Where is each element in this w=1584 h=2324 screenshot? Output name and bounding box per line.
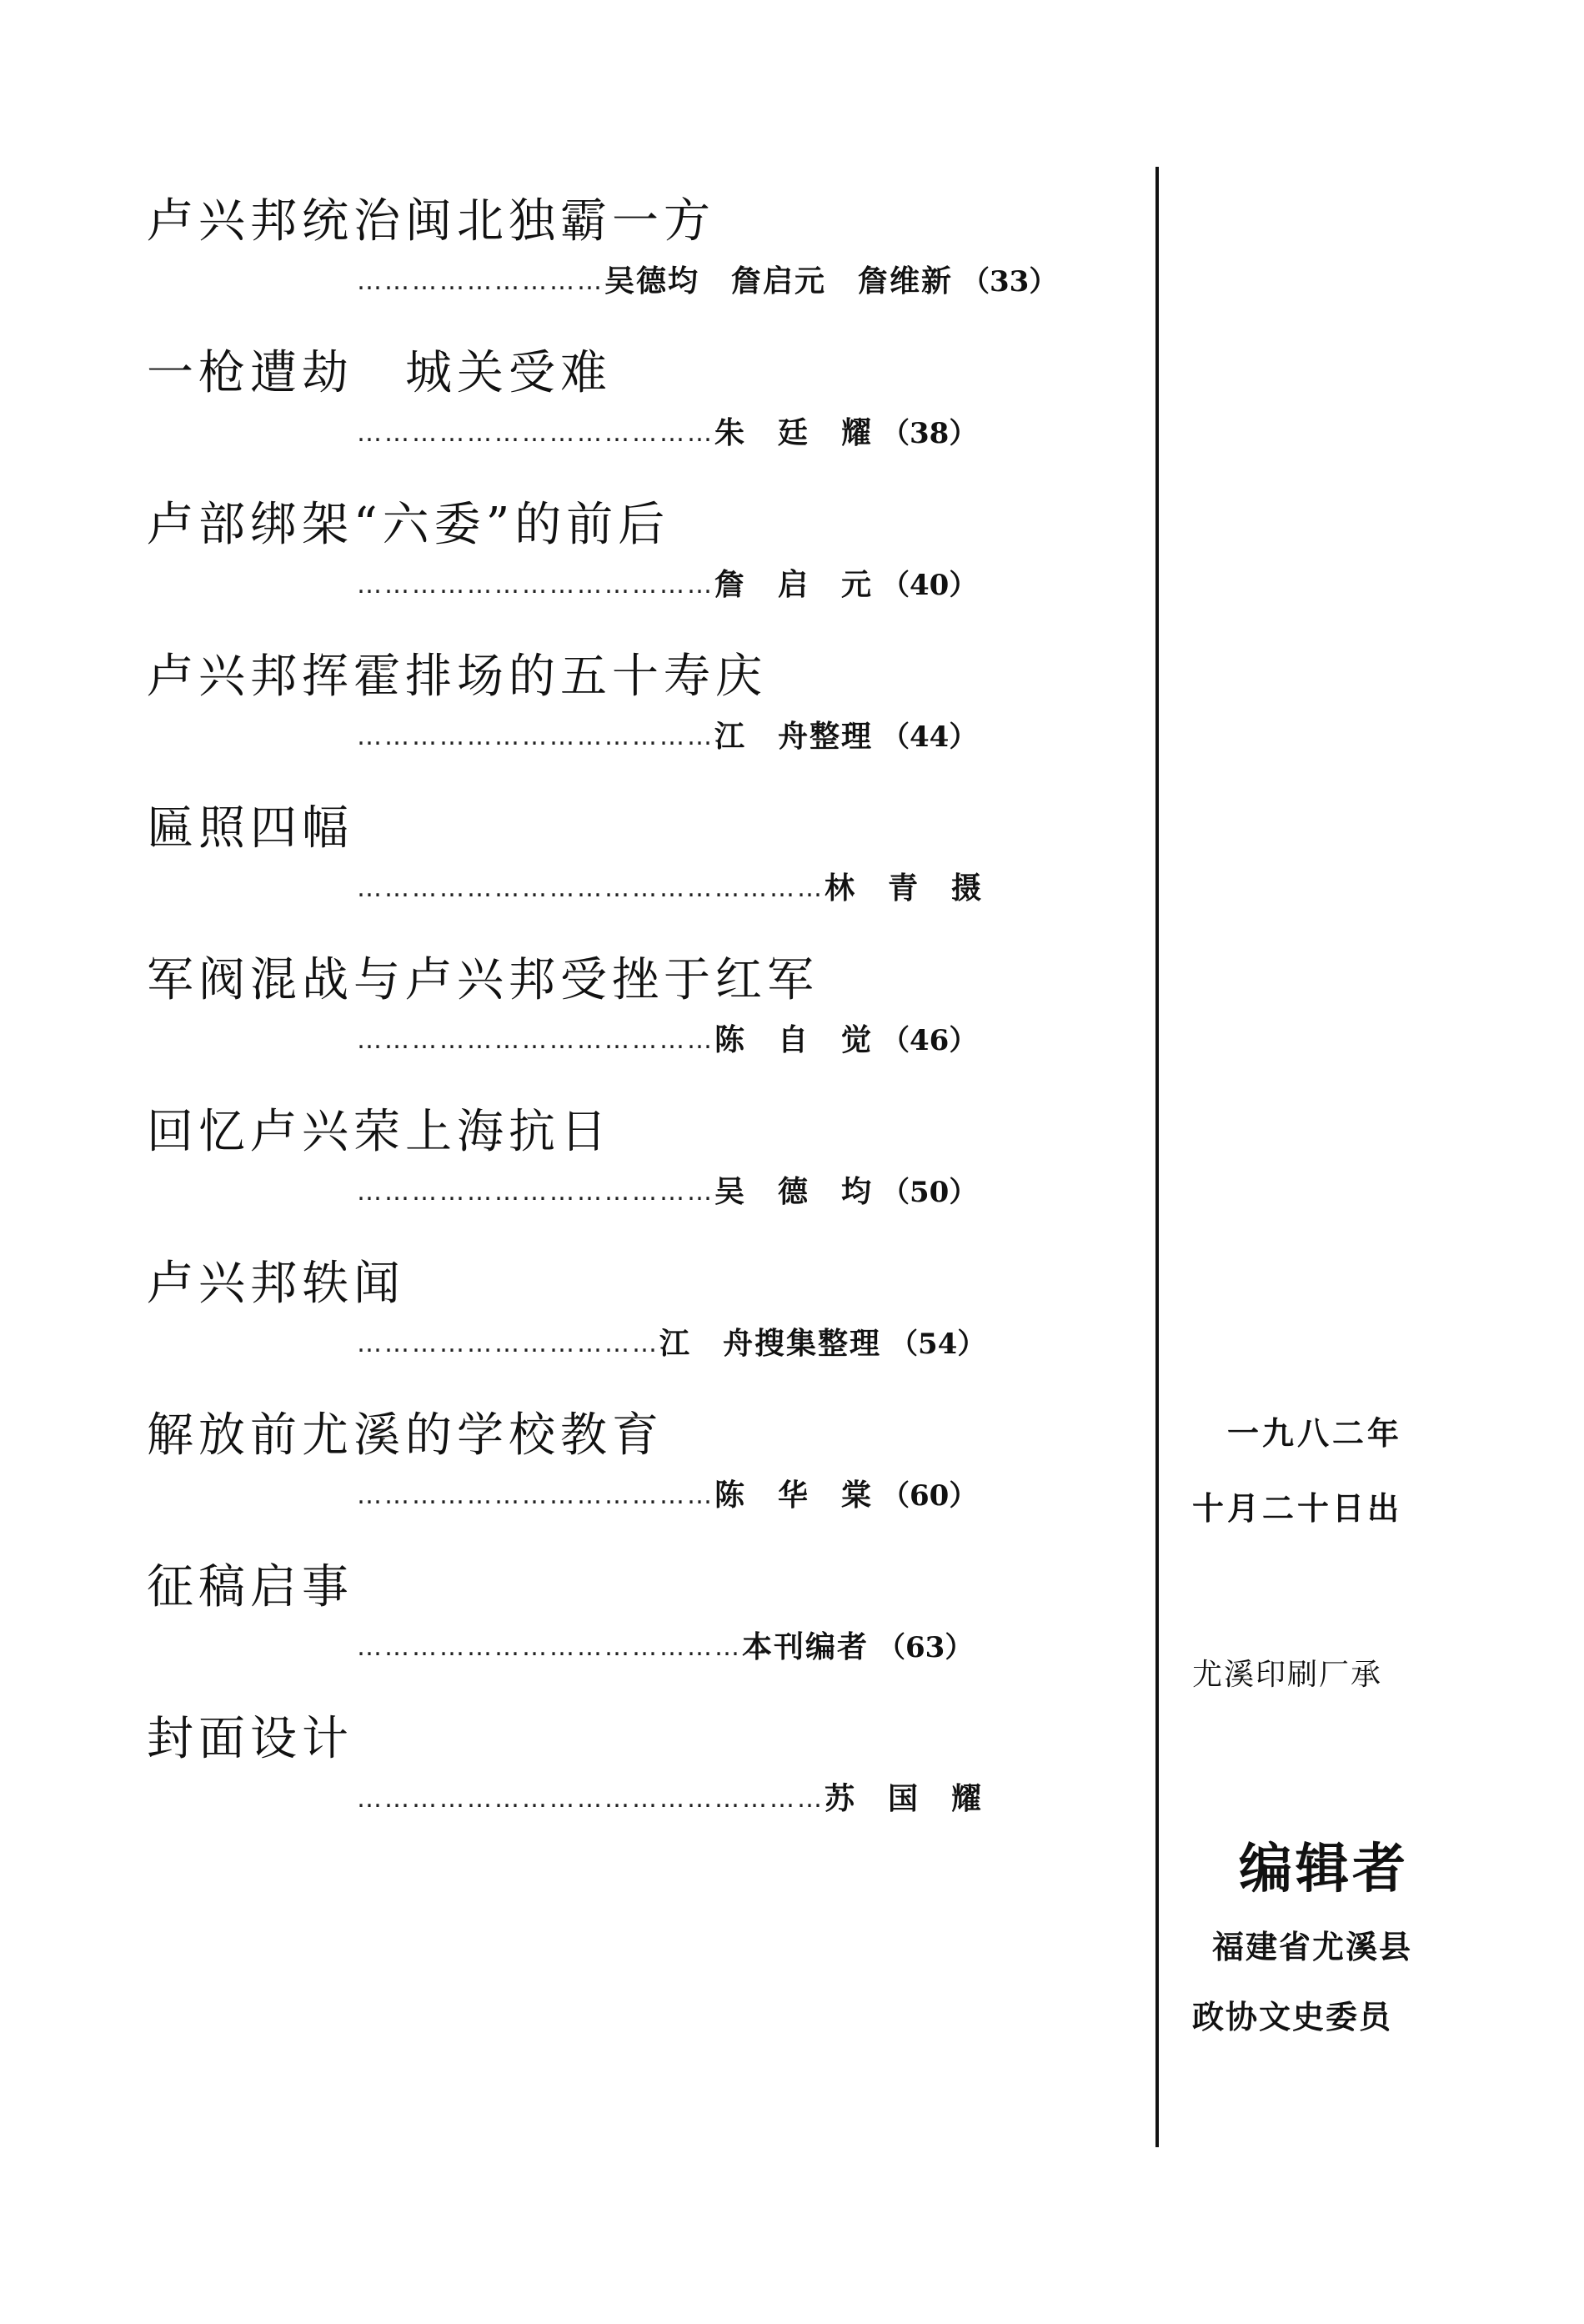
table-of-contents (147, 192, 1105, 1861)
toc-entry-title: 军阀混战与卢兴邦受挫于红军 (147, 953, 819, 1007)
editor-heading: 编辑者 (1239, 1838, 1409, 1900)
toc-entry (147, 1558, 1105, 1709)
toc-entry (147, 647, 1105, 799)
toc-entry-meta (357, 1779, 991, 1820)
toc-entry-author: 本刊编者 (742, 1630, 870, 1664)
toc-entry (147, 344, 1105, 495)
toc-entry-meta (357, 1021, 977, 1061)
toc-entry-title: 征稿启事 (147, 1560, 353, 1614)
toc-entry-author: 江 舟整理 (714, 720, 874, 754)
toc-entry-page: （60） (881, 1479, 978, 1513)
toc-entry (147, 1406, 1105, 1558)
toc-entry-title: 解放前尤溪的学校教育 (147, 1408, 664, 1463)
toc-entry-author: 陈 自 觉 (714, 1023, 874, 1057)
toc-entry-page: （38） (881, 417, 978, 450)
toc-entry (147, 1709, 1105, 1861)
toc-entry-title: 匾照四幅 (147, 801, 353, 856)
toc-entry-meta (357, 1172, 977, 1212)
colophon (1192, 0, 1584, 2324)
toc-entry-meta (357, 414, 977, 454)
toc-entry-meta (357, 1628, 973, 1668)
toc-entry-title: 封面设计 (147, 1712, 353, 1766)
toc-entry-meta (357, 1476, 977, 1516)
toc-entry-title: 回忆卢兴荣上海抗日 (147, 1105, 612, 1159)
printer-credit: 尤溪印刷厂承 (1192, 1658, 1383, 1692)
toc-entry (147, 495, 1105, 647)
toc-entry-page: （46） (881, 1024, 978, 1057)
toc-entry (147, 1254, 1105, 1406)
toc-entry-page: （44） (881, 720, 978, 754)
toc-dot-leader: ………………………………… (357, 722, 714, 751)
toc-entry-author: 吴德均 詹启元 詹维新 (604, 264, 954, 299)
toc-dot-leader: ………………………………… (357, 1177, 714, 1207)
toc-entry-meta (357, 1324, 985, 1364)
toc-entry-title: 卢兴邦挥霍排场的五十寿庆 (147, 650, 767, 704)
publication-date: 十月二十日出 (1192, 1490, 1403, 1527)
publication-year: 一九八二年 (1227, 1415, 1403, 1452)
toc-entry-author: 朱 廷 耀 (714, 416, 874, 450)
toc-entry-page: （50） (881, 1176, 978, 1209)
toc-entry (147, 951, 1105, 1102)
editor-name-line-2: 政协文史委员 (1192, 1999, 1393, 2035)
toc-entry (147, 1102, 1105, 1254)
toc-entry-meta (357, 262, 1057, 302)
toc-dot-leader: ……………………… (357, 267, 604, 296)
toc-entry-author: 江 舟搜集整理 (659, 1327, 882, 1361)
toc-entry-meta (357, 565, 977, 605)
toc-dot-leader: …………………………… (357, 1329, 659, 1358)
toc-entry-author: 苏 国 耀 (825, 1782, 984, 1816)
toc-entry-author: 林 青 摄 (825, 871, 984, 906)
editor-name-line-1: 福建省尤溪县 (1212, 1929, 1413, 1965)
toc-dot-leader: …………………………………………… (357, 1784, 825, 1814)
toc-entry-meta (357, 869, 991, 909)
vertical-divider (1155, 167, 1159, 2147)
toc-entry-page: （63） (877, 1631, 974, 1664)
toc-entry-author: 吴 德 均 (714, 1175, 874, 1209)
toc-entry-title: 卢部绑架“六委”的前后 (147, 498, 670, 552)
toc-entry-title: 一枪遭劫 城关受难 (147, 346, 612, 400)
toc-dot-leader: ………………………………… (357, 419, 714, 448)
toc-entry (147, 192, 1105, 344)
toc-dot-leader: …………………………………… (357, 1633, 742, 1662)
toc-entry-page: （40） (881, 569, 978, 602)
toc-dot-leader: ………………………………… (357, 570, 714, 600)
toc-entry-author: 陈 华 棠 (714, 1478, 874, 1513)
toc-dot-leader: ………………………………… (357, 1481, 714, 1510)
toc-dot-leader: ………………………………… (357, 1026, 714, 1055)
toc-entry (147, 799, 1105, 951)
toc-entry-meta (357, 717, 977, 757)
toc-dot-leader: …………………………………………… (357, 874, 825, 903)
toc-entry-author: 詹 启 元 (714, 568, 874, 602)
toc-entry-page: （54） (890, 1328, 986, 1361)
toc-entry-page: （33） (961, 265, 1058, 299)
toc-entry-title: 卢兴邦轶闻 (147, 1257, 405, 1311)
toc-entry-title: 卢兴邦统治闽北独霸一方 (147, 194, 715, 248)
